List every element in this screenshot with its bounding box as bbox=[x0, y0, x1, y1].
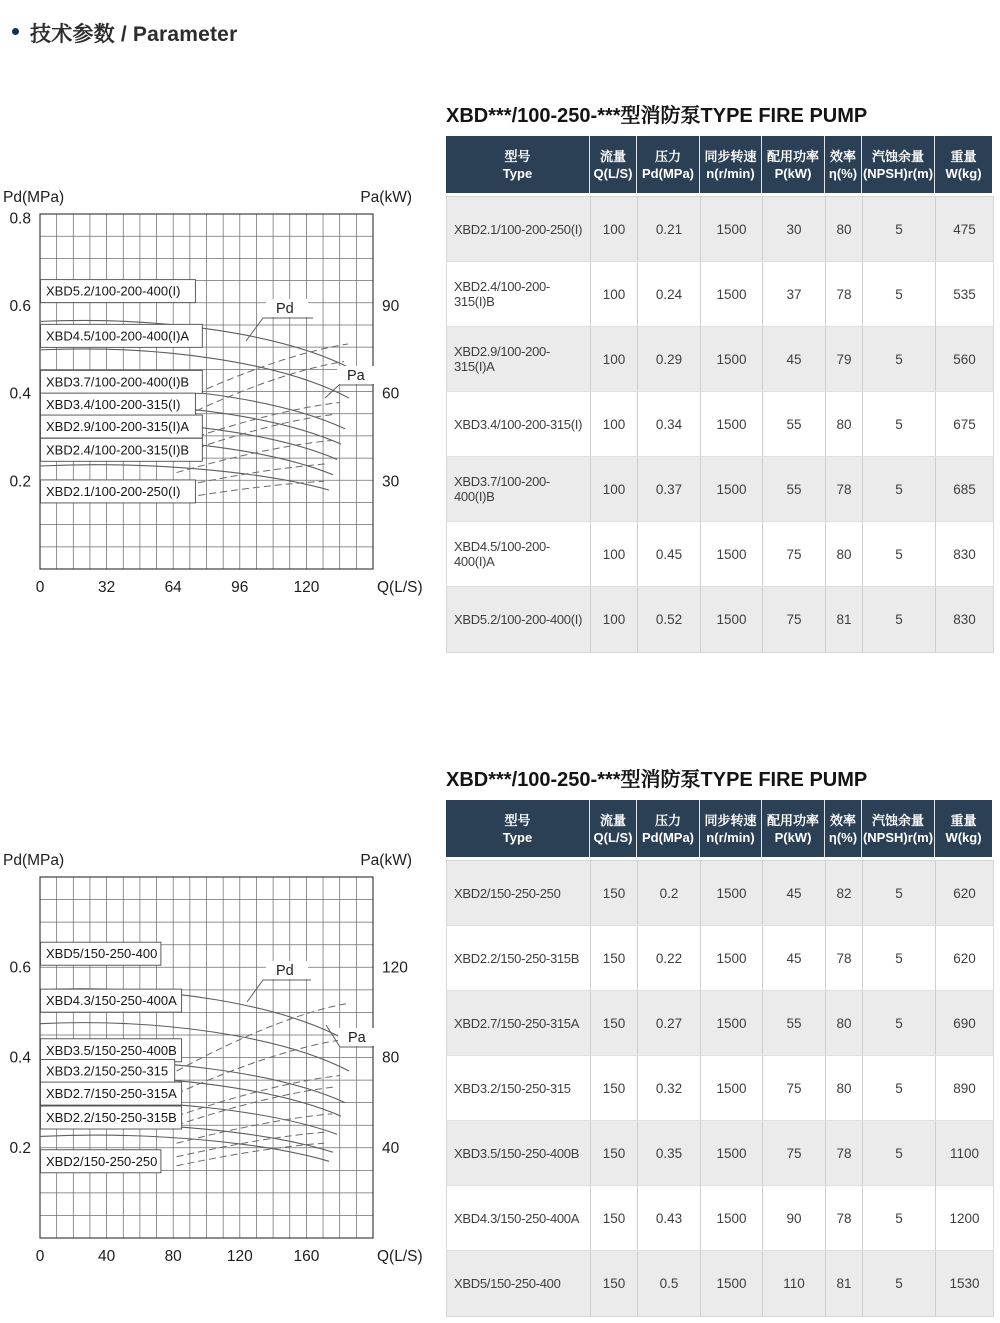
table-cell: 150 bbox=[591, 861, 638, 925]
y-axis-tick-right: 90 bbox=[382, 298, 400, 316]
table-cell: 55 bbox=[763, 457, 826, 521]
table-cell: 5 bbox=[863, 991, 936, 1055]
table-cell: 0.37 bbox=[638, 457, 701, 521]
curve-label: XBD2.4/100-200-315(I)B bbox=[46, 442, 190, 458]
table-cell: 5 bbox=[863, 522, 936, 586]
table-cell: 78 bbox=[826, 262, 863, 326]
curve-label: XBD2.7/150-250-315A bbox=[46, 1086, 177, 1102]
table-cell-type: XBD4.5/100-200-400(I)A bbox=[447, 522, 591, 586]
table-header-cell: 效率 η(%) bbox=[825, 800, 862, 857]
table-header-cell: 型号 Type bbox=[446, 136, 590, 193]
table-cell: 0.34 bbox=[638, 392, 701, 456]
table-cell: 45 bbox=[763, 861, 826, 925]
table-cell-type: XBD2.4/100-200-315(I)B bbox=[447, 262, 591, 326]
left-axis-title: Pd(MPa) bbox=[3, 852, 65, 869]
pa-curve bbox=[177, 1003, 348, 1071]
table-cell-type: XBD5.2/100-200-400(I) bbox=[447, 587, 591, 652]
table-cell: 5 bbox=[863, 457, 936, 521]
table-cell: 150 bbox=[591, 1186, 638, 1250]
table-cell: 1500 bbox=[701, 861, 763, 925]
pump-curves-section-1 bbox=[0, 186, 440, 606]
table-header-cell: 同步转速 n(r/min) bbox=[700, 800, 762, 857]
table-cell: 100 bbox=[591, 327, 638, 391]
table-header-cell: 汽蚀余量 (NPSH)r(m) bbox=[862, 136, 935, 193]
table-cell: 78 bbox=[826, 926, 863, 990]
table-cell: 690 bbox=[953, 1015, 976, 1031]
y-axis-tick-left: 0.6 bbox=[9, 298, 31, 316]
table-cell: 1500 bbox=[701, 327, 763, 391]
table-row bbox=[447, 587, 993, 652]
x-axis-label: Q(L/S) bbox=[377, 1248, 423, 1265]
table-row bbox=[447, 457, 993, 522]
table-cell: 150 bbox=[591, 1251, 638, 1316]
table-cell: 5 bbox=[863, 861, 936, 925]
table-cell: 75 bbox=[763, 1056, 826, 1120]
table-cell-type: XBD2.1/100-200-250(I) bbox=[447, 197, 591, 261]
pump-curves-chart-100-200 bbox=[0, 186, 440, 606]
page-title-text: 技术参数 / Parameter bbox=[30, 23, 238, 46]
table-cell: 78 bbox=[826, 457, 863, 521]
table-body bbox=[446, 860, 994, 1317]
table-cell: 1500 bbox=[701, 457, 763, 521]
table-cell: 0.21 bbox=[638, 197, 701, 261]
table-cell: 0.32 bbox=[638, 1056, 701, 1120]
table-row bbox=[447, 522, 993, 587]
table-cell: 1530 bbox=[949, 1276, 980, 1291]
table-cell: 830 bbox=[953, 612, 976, 627]
table-cell: 80 bbox=[826, 392, 863, 456]
y-axis-tick-left: 0.6 bbox=[9, 959, 31, 977]
table-title: XBD***/100-250-***型消防泵TYPE FIRE PUMP bbox=[446, 105, 868, 127]
table-cell-type: XBD2.9/100-200-315(I)A bbox=[447, 327, 591, 391]
table-title: XBD***/100-250-***型消防泵TYPE FIRE PUMP bbox=[446, 769, 868, 791]
table-cell: 5 bbox=[863, 926, 936, 990]
pa-annotation: Pa bbox=[348, 1030, 366, 1046]
curve-label: XBD3.7/100-200-400(I)B bbox=[46, 374, 190, 390]
table-cell: 0.29 bbox=[638, 327, 701, 391]
x-axis-tick: 32 bbox=[97, 579, 116, 596]
table-cell: 5 bbox=[863, 1186, 936, 1250]
table-cell: 5 bbox=[863, 262, 936, 326]
right-axis-title: Pa(kW) bbox=[360, 852, 412, 869]
pa-annotation: Pa bbox=[347, 368, 365, 384]
table-cell: 45 bbox=[763, 926, 826, 990]
table-cell: 30 bbox=[763, 197, 826, 261]
table-cell: 1500 bbox=[701, 1121, 763, 1185]
table-cell: 830 bbox=[953, 546, 976, 562]
table-cell: 5 bbox=[863, 1121, 936, 1185]
curve-label: XBD4.3/150-250-400A bbox=[46, 993, 177, 1009]
table-row bbox=[447, 327, 993, 392]
table-cell-type: XBD2.2/150-250-315B bbox=[447, 926, 591, 990]
table-header-cell: 流量 Q(L/S) bbox=[590, 136, 637, 193]
table-cell: 80 bbox=[826, 522, 863, 586]
table-cell: 45 bbox=[763, 327, 826, 391]
table-header-cell: 配用功率 P(kW) bbox=[762, 800, 825, 857]
table-cell: 620 bbox=[953, 885, 976, 901]
y-axis-tick-right: 120 bbox=[382, 959, 408, 977]
table-cell: 1500 bbox=[701, 1251, 763, 1316]
pa-curve bbox=[177, 481, 325, 499]
y-axis-tick-right: 80 bbox=[382, 1049, 400, 1067]
x-axis-tick: 40 bbox=[97, 1248, 116, 1265]
table-row bbox=[447, 991, 993, 1056]
table-cell: 75 bbox=[763, 587, 826, 652]
table-cell: 78 bbox=[826, 1186, 863, 1250]
pump-table-section-1 bbox=[446, 103, 992, 653]
table-cell: 890 bbox=[953, 1080, 976, 1096]
pump-table-section-2 bbox=[446, 767, 992, 1317]
table-cell: 80 bbox=[826, 197, 863, 261]
table-cell: 5 bbox=[863, 1251, 936, 1316]
table-cell-type: XBD4.3/150-250-400A bbox=[447, 1186, 591, 1250]
table-cell: 90 bbox=[763, 1186, 826, 1250]
table-row bbox=[447, 262, 993, 327]
table-cell: 81 bbox=[826, 587, 863, 652]
x-axis-tick: 160 bbox=[293, 1248, 320, 1265]
y-axis-tick-left: 0.4 bbox=[9, 385, 31, 403]
table-header-cell: 效率 η(%) bbox=[825, 136, 862, 193]
table-cell-type: XBD5/150-250-400 bbox=[447, 1251, 591, 1316]
table-cell: 1100 bbox=[949, 1145, 980, 1161]
table-cell-type: XBD3.7/100-200-400(I)B bbox=[447, 457, 591, 521]
table-header bbox=[446, 136, 992, 193]
y-axis-tick-left: 0.4 bbox=[9, 1049, 31, 1067]
table-cell: 0.2 bbox=[638, 861, 701, 925]
table-cell: 560 bbox=[953, 351, 976, 367]
table-cell: 1500 bbox=[701, 926, 763, 990]
table-cell: 110 bbox=[763, 1251, 826, 1316]
table-cell: 79 bbox=[826, 327, 863, 391]
pump-curves-section-2 bbox=[0, 849, 440, 1269]
table-row bbox=[447, 1186, 993, 1251]
x-axis-tick: 0 bbox=[35, 579, 45, 596]
table-cell: 5 bbox=[863, 1056, 936, 1120]
table-cell-type: XBD3.5/150-250-400B bbox=[447, 1121, 591, 1185]
table-header bbox=[446, 800, 992, 857]
x-axis-tick: 120 bbox=[293, 579, 320, 596]
x-axis-tick: 96 bbox=[231, 579, 249, 596]
table-row bbox=[447, 926, 993, 991]
pa-curve bbox=[177, 1076, 341, 1117]
table-cell: 535 bbox=[953, 286, 976, 302]
parameter-table-100-200 bbox=[446, 136, 992, 653]
table-cell: 1500 bbox=[701, 1186, 763, 1250]
table-cell-type: XBD2/150-250-250 bbox=[447, 861, 591, 925]
table-cell: 675 bbox=[953, 416, 976, 432]
table-cell: 150 bbox=[591, 926, 638, 990]
y-axis-tick-left: 0.2 bbox=[9, 473, 31, 491]
pd-annotation: Pd bbox=[276, 963, 294, 979]
table-cell: 81 bbox=[826, 1251, 863, 1316]
table-cell: 80 bbox=[826, 991, 863, 1055]
pa-curves bbox=[177, 1003, 348, 1165]
y-axis-tick-right: 30 bbox=[382, 473, 400, 491]
table-row bbox=[447, 392, 993, 457]
table-cell: 100 bbox=[591, 197, 638, 261]
table-row bbox=[447, 197, 993, 262]
table-cell: 150 bbox=[591, 1056, 638, 1120]
table-header-cell: 压力 Pd(MPa) bbox=[637, 136, 700, 193]
right-axis-title: Pa(kW) bbox=[360, 189, 412, 206]
y-axis-tick-left: 0.8 bbox=[9, 210, 31, 228]
table-header-cell: 型号 Type bbox=[446, 800, 590, 857]
curve-label: XBD2/150-250-250 bbox=[46, 1153, 158, 1169]
table-cell: 1200 bbox=[949, 1210, 980, 1226]
table-cell-type: XBD3.4/100-200-315(I) bbox=[447, 392, 591, 456]
table-header-cell: 同步转速 n(r/min) bbox=[700, 136, 762, 193]
table-cell: 100 bbox=[591, 587, 638, 652]
x-axis-tick: 64 bbox=[164, 579, 182, 596]
table-row bbox=[447, 1121, 993, 1186]
curve-label: XBD5/150-250-400 bbox=[46, 946, 158, 962]
table-cell: 78 bbox=[826, 1121, 863, 1185]
table-cell-type: XBD2.7/150-250-315A bbox=[447, 991, 591, 1055]
table-cell: 37 bbox=[763, 262, 826, 326]
table-cell: 0.5 bbox=[638, 1251, 701, 1316]
table-cell: 75 bbox=[763, 522, 826, 586]
table-cell: 1500 bbox=[701, 991, 763, 1055]
table-cell: 1500 bbox=[701, 197, 763, 261]
table-cell: 0.24 bbox=[638, 262, 701, 326]
table-cell: 1500 bbox=[701, 587, 763, 652]
table-cell: 0.27 bbox=[638, 991, 701, 1055]
table-cell: 100 bbox=[591, 522, 638, 586]
table-cell: 5 bbox=[863, 327, 936, 391]
table-cell: 1500 bbox=[701, 392, 763, 456]
table-cell: 1500 bbox=[701, 522, 763, 586]
table-body bbox=[446, 196, 994, 653]
table-cell: 5 bbox=[863, 587, 936, 652]
table-cell: 82 bbox=[826, 861, 863, 925]
table-cell: 0.45 bbox=[638, 522, 701, 586]
pd-annotation: Pd bbox=[276, 301, 294, 317]
table-cell: 0.52 bbox=[638, 587, 701, 652]
table-cell: 5 bbox=[863, 392, 936, 456]
table-cell: 100 bbox=[591, 457, 638, 521]
table-cell: 1500 bbox=[701, 1056, 763, 1120]
bullet-icon bbox=[12, 28, 19, 35]
table-header-cell: 重量 W(kg) bbox=[945, 148, 982, 181]
table-row bbox=[447, 1056, 993, 1121]
table-cell: 55 bbox=[763, 991, 826, 1055]
curve-label: XBD4.5/100-200-400(I)A bbox=[46, 328, 190, 344]
page-title bbox=[10, 18, 237, 48]
table-cell-type: XBD3.2/150-250-315 bbox=[447, 1056, 591, 1120]
table-row bbox=[447, 1251, 993, 1316]
curve-label: XBD5.2/100-200-400(I) bbox=[46, 283, 181, 299]
parameter-table-150-250 bbox=[446, 800, 992, 1317]
table-cell: 100 bbox=[591, 262, 638, 326]
table-cell: 620 bbox=[953, 950, 976, 966]
table-header-cell: 重量 W(kg) bbox=[945, 812, 982, 845]
table-cell: 685 bbox=[953, 481, 976, 497]
left-axis-title: Pd(MPa) bbox=[3, 189, 65, 206]
table-cell: 475 bbox=[953, 221, 976, 237]
table-header-cell: 流量 Q(L/S) bbox=[590, 800, 637, 857]
curve-label: XBD3.4/100-200-315(I) bbox=[46, 397, 181, 413]
curve-label: XBD3.2/150-250-315 bbox=[46, 1063, 169, 1079]
table-cell: 150 bbox=[591, 1121, 638, 1185]
pump-curves-chart-150-250 bbox=[0, 849, 440, 1269]
x-axis-tick: 80 bbox=[164, 1248, 182, 1265]
table-cell: 0.22 bbox=[638, 926, 701, 990]
x-axis-label: Q(L/S) bbox=[377, 579, 423, 596]
table-cell: 150 bbox=[591, 991, 638, 1055]
curve-label: XBD2.2/150-250-315B bbox=[46, 1110, 177, 1126]
y-axis-tick-left: 0.2 bbox=[9, 1139, 31, 1157]
table-cell: 0.35 bbox=[638, 1121, 701, 1185]
table-cell: 55 bbox=[763, 392, 826, 456]
curve-label: XBD2.9/100-200-315(I)A bbox=[46, 419, 190, 435]
table-header-cell: 汽蚀余量 (NPSH)r(m) bbox=[862, 800, 935, 857]
y-axis-tick-right: 40 bbox=[382, 1139, 400, 1157]
table-header-cell: 压力 Pd(MPa) bbox=[637, 800, 700, 857]
table-cell: 75 bbox=[763, 1121, 826, 1185]
curve-label: XBD2.1/100-200-250(I) bbox=[46, 483, 181, 499]
x-axis-tick: 0 bbox=[35, 1248, 45, 1265]
table-cell: 80 bbox=[826, 1056, 863, 1120]
table-cell: 5 bbox=[863, 197, 936, 261]
curve-label: XBD3.5/150-250-400B bbox=[46, 1042, 177, 1058]
x-axis-tick: 120 bbox=[226, 1248, 253, 1265]
table-cell: 1500 bbox=[701, 262, 763, 326]
table-cell: 0.43 bbox=[638, 1186, 701, 1250]
table-header-cell: 配用功率 P(kW) bbox=[762, 136, 825, 193]
table-cell: 100 bbox=[591, 392, 638, 456]
pa-curve bbox=[177, 1039, 344, 1093]
table-row bbox=[447, 861, 993, 926]
y-axis-tick-right: 60 bbox=[382, 385, 400, 403]
